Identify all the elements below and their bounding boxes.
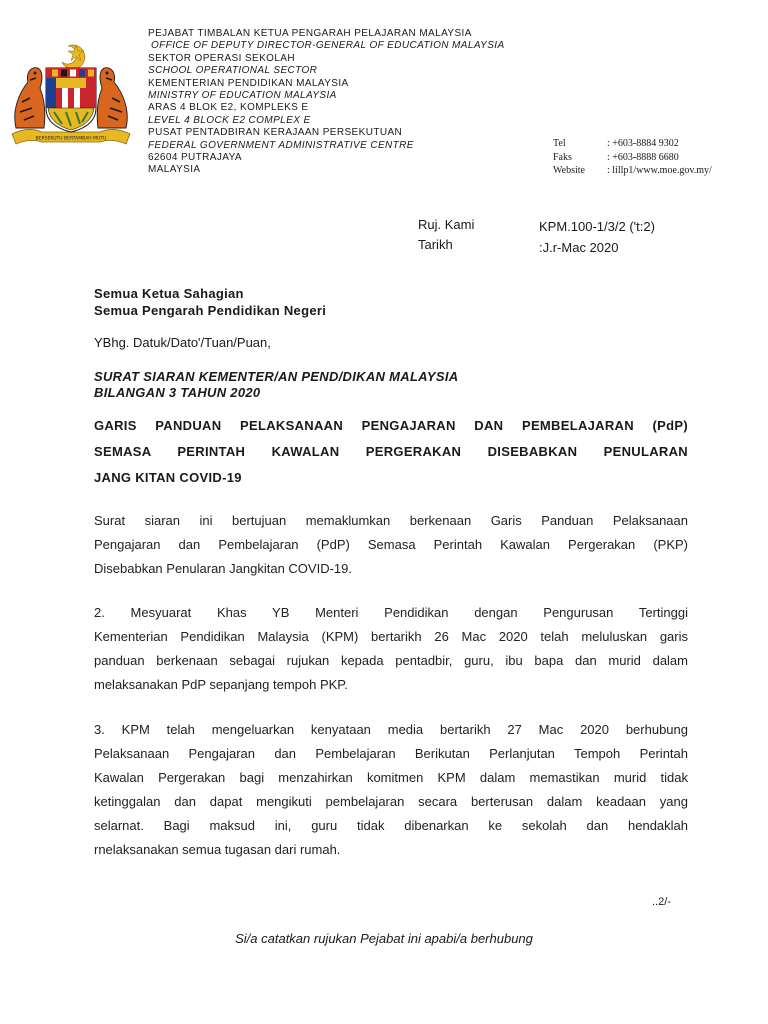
svg-text:BERSEKUTU BERTAMBAH MUTU: BERSEKUTU BERTAMBAH MUTU <box>35 136 107 142</box>
letterhead-address <box>148 28 505 177</box>
paragraph-line: Pelaksanaan Pengajaran dan Pembelajaran Berikutan Perlanjutan Tempoh Perintah <box>94 746 688 761</box>
subject-line: GARIS PANDUAN PELAKSANAAN PENGAJARAN DAN PEMBELAJARAN (PdP) <box>94 418 688 433</box>
paragraph-line: Kawalan Pergerakan bagi menzahirkan komitmen KPM dalam memastikan murid tidak <box>94 770 688 785</box>
letterhead-office-ms: PEJABAT TIMBALAN KETUA PENGARAH PELAJARAN MALAYSIA <box>148 28 472 39</box>
recipient-line: Semua Pengarah Pendidikan Negeri <box>94 303 327 318</box>
paragraph-line: selarnat. Bagi maksud ini, guru tidak dibenarkan ke sekolah dan hendaklah <box>94 818 688 833</box>
letterhead-sector-en: SCHOOL OPERATIONAL SECTOR <box>148 65 318 77</box>
paragraph-line: Disebabkan Penularan Jangkitan COVID-19. <box>94 561 352 576</box>
reference-label: Ruj. Kami <box>418 217 475 232</box>
salutation: YBhg. Datuk/Dato'/Tuan/Puan, <box>94 335 271 350</box>
letterhead-level-en: LEVEL 4 BLOCK E2 COMPLEX E <box>148 114 311 126</box>
letterhead-sector-ms: SEKTOR OPERASI SEKOLAH <box>148 52 295 64</box>
date-label: Tarikh <box>418 237 453 252</box>
paragraph-line: 3. KPM telah mengeluarkan kenyataan media bertarikh 27 Mac 2020 berhubung <box>94 722 688 737</box>
paragraph-line: Pengajaran dan Pembelajaran (PdP) Semasa Perintah Kawalan Pergerakan (PKP) <box>94 537 688 552</box>
paragraph-3 <box>94 718 688 862</box>
letterhead-level-ms: ARAS 4 BLOK E2, KOMPLEKS E <box>148 102 309 114</box>
circular-title-line: SURAT SIARAN KEMENTER/AN PEND/DIKAN MALAYSIA <box>94 369 459 384</box>
letterhead-office-en: OFFICE OF DEPUTY DIRECTOR-GENERAL OF EDUCATION MALAYSIA <box>151 40 505 52</box>
fax-label: Faks <box>553 151 572 163</box>
paragraph-line: 2. Mesyuarat Khas YB Menteri Pendidikan dengan Pengurusan Tertinggi <box>94 605 688 620</box>
paragraph-line: melaksanakan PdP sepanjang tempoh PKP. <box>94 677 348 692</box>
paragraph-line: Kementerian Pendidikan Malaysia (KPM) bertarikh 26 Mac 2020 telah meluluskan garis <box>94 629 688 644</box>
page-continuation-marker: ..2/- <box>652 896 671 908</box>
letterhead-postcode: 62604 PUTRAJAYA <box>148 152 243 164</box>
letterhead-centre-en: FEDERAL GOVERNMENT ADMINISTRATIVE CENTRE <box>148 139 414 151</box>
website-label: Website <box>553 165 585 176</box>
recipient-line: Semua Ketua Sahagian <box>94 286 244 301</box>
letterhead-ministry-en: MINISTRY OF EDUCATION MALAYSIA <box>148 90 337 102</box>
reference-number: KPM.100-1/3/2 ('t:2) <box>539 219 655 234</box>
coat-of-arms-emblem <box>8 42 134 148</box>
paragraph-line: ketinggalan dan dapat mengikuti pembelajaran secara berterusan dalam keadaan yang <box>94 794 688 809</box>
footer-note: Si/a catatkan rujukan Pejabat ini apabi/a berhubung <box>235 931 533 946</box>
recipients <box>94 285 326 319</box>
subject-line: SEMASA PERINTAH KAWALAN PERGERAKAN DISEBABKAN PENULARAN <box>94 444 688 459</box>
paragraph-2 <box>94 601 688 697</box>
website-value: : lillp1/www.moe.gov.my/ <box>607 165 712 176</box>
paragraph-line: panduan berkenaan sebagai rujukan kepada pentadbir, guru, ibu bapa dan murid dalam <box>94 653 688 668</box>
circular-title-line: BILANGAN 3 TAHUN 2020 <box>94 384 261 400</box>
fax-value: : +603-8888 6680 <box>607 151 679 163</box>
date-value: :J.r-Mac 2020 <box>539 240 619 255</box>
letterhead-country: MALAYSIA <box>148 164 201 176</box>
letterhead-ministry-ms: KEMENTERIAN PENDIDIKAN MALAYSIA <box>148 77 349 89</box>
paragraph-line: Surat siaran ini bertujuan memaklumkan berkenaan Garis Panduan Pelaksanaan <box>94 513 688 528</box>
paragraph-line: rnelaksanakan semua tugasan dari rumah. <box>94 842 341 857</box>
tel-value: : +603-8884 9302 <box>607 138 679 149</box>
circular-title <box>94 369 458 400</box>
paragraph-1 <box>94 509 688 581</box>
subject-line: JANG KITAN COVID-19 <box>94 470 242 485</box>
subject-heading <box>94 413 688 491</box>
tel-label: Tel <box>553 138 566 149</box>
letterhead-centre-ms: PUSAT PENTADBIRAN KERAJAAN PERSEKUTUAN <box>148 127 403 139</box>
